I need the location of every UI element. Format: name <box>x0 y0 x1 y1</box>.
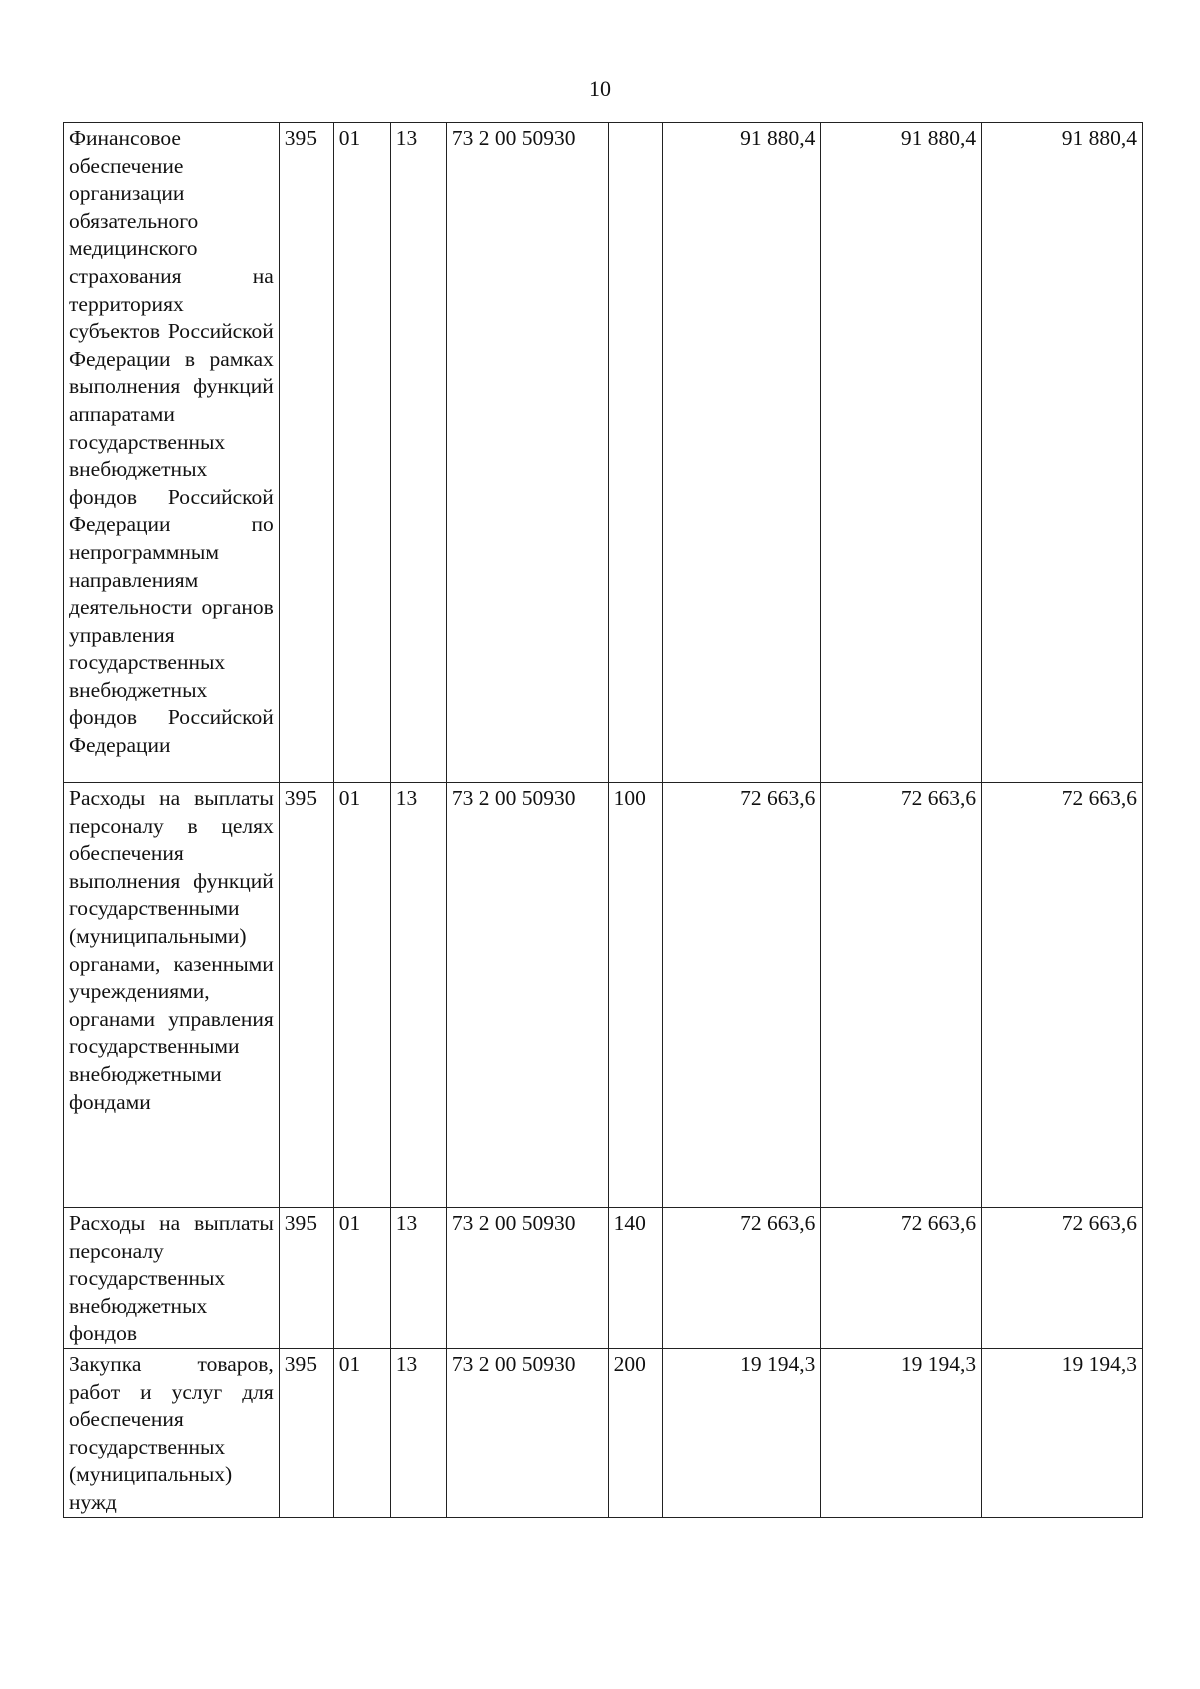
row-name: Финансовое обеспечение организации обязательного медицинского страхования на территориях субъектов Российской Федерации в рамках выполнения функций аппаратами государственных внебюджетных фондов Российской Федерации по непрограммным направлениям деятельности органов управления государственных внебюджетных фондов Российской Федерации <box>64 123 280 783</box>
row-sum-1: 91 880,4 <box>662 123 821 783</box>
row-glava: 395 <box>279 783 333 1208</box>
row-pr: 13 <box>390 1348 446 1517</box>
table-row <box>64 1348 1143 1517</box>
row-sum-2: 72 663,6 <box>821 1208 982 1349</box>
row-name: Расходы на выплаты персоналу в целях обеспечения выполнения функций государственными (муниципальными) органами, казенными учреждениями, органами управления государственными внебюджетными фондами <box>64 783 280 1208</box>
table-row <box>64 1208 1143 1349</box>
row-glava: 395 <box>279 1208 333 1349</box>
row-vr: 200 <box>608 1348 662 1517</box>
row-csr: 73 2 00 50930 <box>446 1208 608 1349</box>
row-sum-3: 19 194,3 <box>982 1348 1143 1517</box>
row-vr: 100 <box>608 783 662 1208</box>
page-number: 10 <box>589 76 611 101</box>
row-rz: 01 <box>333 1208 390 1349</box>
row-name: Расходы на выплаты персоналу государственных внебюджетных фондов <box>64 1208 280 1349</box>
row-rz: 01 <box>333 1348 390 1517</box>
table-row <box>64 123 1143 783</box>
row-sum-3: 91 880,4 <box>982 123 1143 783</box>
row-sum-1: 19 194,3 <box>662 1348 821 1517</box>
row-sum-3: 72 663,6 <box>982 783 1143 1208</box>
row-sum-3: 72 663,6 <box>982 1208 1143 1349</box>
row-pr: 13 <box>390 1208 446 1349</box>
row-rz: 01 <box>333 783 390 1208</box>
row-csr: 73 2 00 50930 <box>446 123 608 783</box>
row-csr: 73 2 00 50930 <box>446 1348 608 1517</box>
row-sum-1: 72 663,6 <box>662 783 821 1208</box>
row-glava: 395 <box>279 123 333 783</box>
budget-table <box>63 122 1143 1518</box>
row-sum-2: 72 663,6 <box>821 783 982 1208</box>
row-name: Закупка товаров, работ и услуг для обеспечения государственных (муниципальных) нужд <box>64 1348 280 1517</box>
row-rz: 01 <box>333 123 390 783</box>
row-glava: 395 <box>279 1348 333 1517</box>
row-csr: 73 2 00 50930 <box>446 783 608 1208</box>
row-sum-2: 19 194,3 <box>821 1348 982 1517</box>
row-vr: 140 <box>608 1208 662 1349</box>
row-pr: 13 <box>390 123 446 783</box>
table-row <box>64 783 1143 1208</box>
row-sum-2: 91 880,4 <box>821 123 982 783</box>
row-pr: 13 <box>390 783 446 1208</box>
row-vr <box>608 123 662 783</box>
row-sum-1: 72 663,6 <box>662 1208 821 1349</box>
